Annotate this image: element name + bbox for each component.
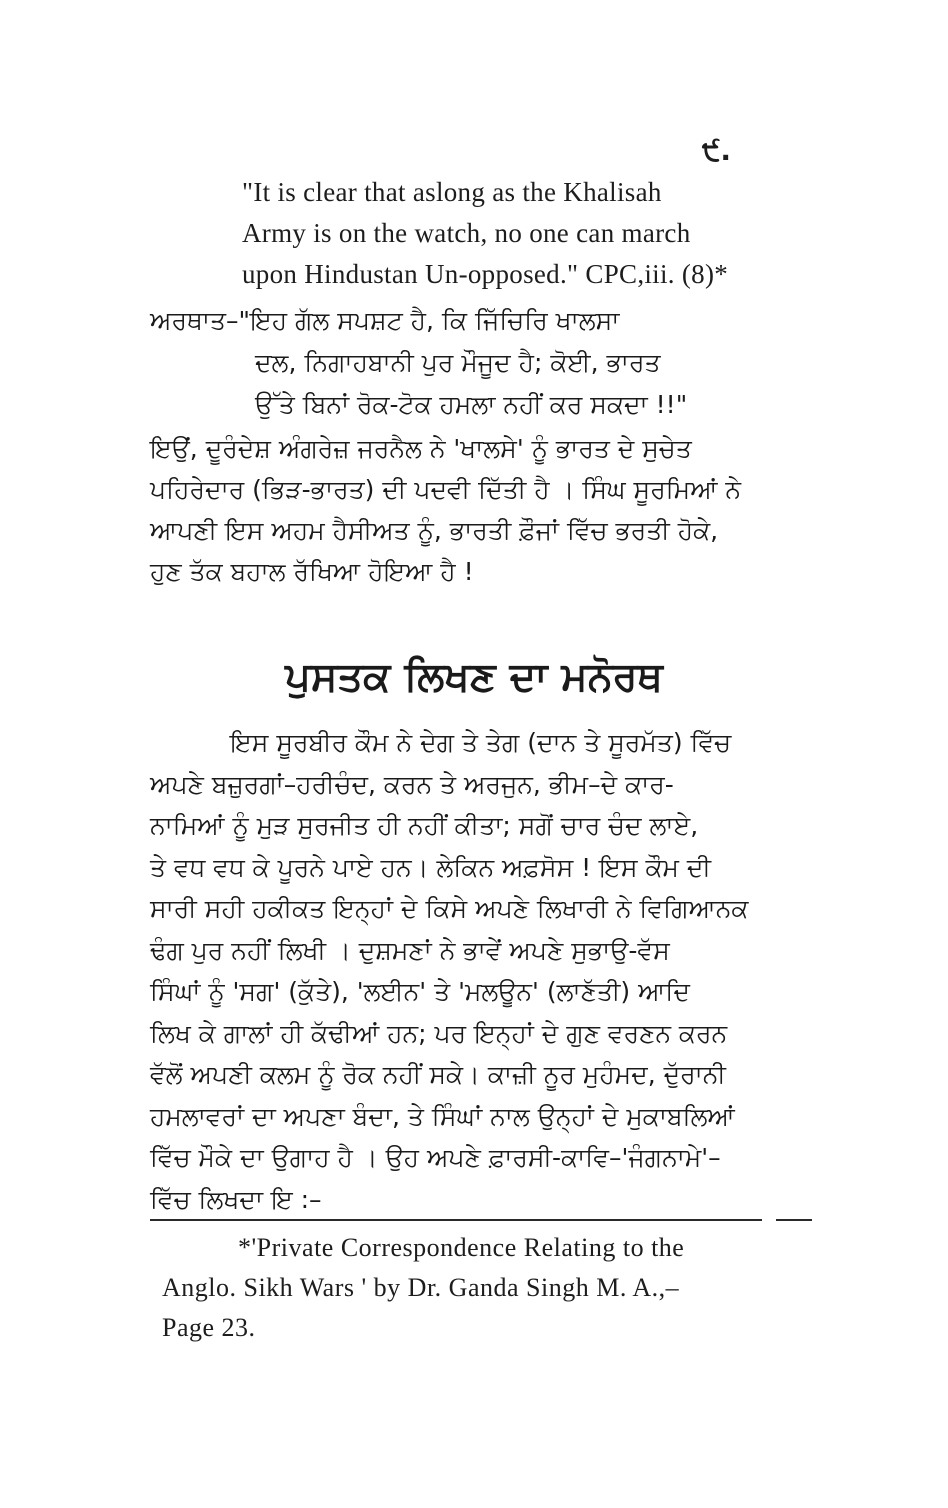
paragraph-commentary xyxy=(150,428,830,592)
paragraph-purpose xyxy=(150,722,830,1220)
footnote-line: *'Private Correspondence Relating to the xyxy=(238,1233,685,1262)
translation-line: ਦਲ, ਨਿਗਾਹਬਾਨੀ ਪੁਰ ਮੌਜੂਦ ਹੈ; ਕੋਈ, ਭਾਰਤ xyxy=(255,348,661,377)
footnote-divider xyxy=(150,1219,762,1221)
paragraph-line: ਵਿੱਚ ਮੌਕੇ ਦਾ ਉਗਾਹ ਹੈ । ਉਹ ਅਪਣੇ ਫ਼ਾਰਸੀ-ਕਾਵਿ–'ਜੰਗਨਾਮੇ'– xyxy=(150,1143,721,1172)
section-heading: ਪੁਸਤਕ ਲਿਖਣ ਦਾ ਮਨੋਰਥ xyxy=(285,654,663,700)
paragraph-line: ਇਸ ਸੂਰਬੀਰ ਕੌਮ ਨੇ ਦੇਗ ਤੇ ਤੇਗ (ਦਾਨ ਤੇ ਸੂਰਮੱਤ) ਵਿੱਚ xyxy=(230,728,732,757)
paragraph-line: ਪਹਿਰੇਦਾਰ (ਭਿੜ-ਭਾਰਤ) ਦੀ ਪਦਵੀ ਦਿੱਤੀ ਹੈ । ਸਿੰਘ ਸੂਰਮਿਆਂ ਨੇ xyxy=(150,475,742,504)
paragraph-line: ਨਾਮਿਆਂ ਨੂੰ ਮੁੜ ਸੁਰਜੀਤ ਹੀ ਨਹੀਂ ਕੀਤਾ; ਸਗੋਂ ਚਾਰ ਚੰਦ ਲਾਏ, xyxy=(150,811,699,840)
quote-line: upon Hindustan Un-opposed." CPC,iii. (8)* xyxy=(242,259,729,289)
footnote-line: Page 23. xyxy=(162,1313,256,1342)
paragraph-line: ਵਿੱਚ ਲਿਖਦਾ ਇ :– xyxy=(150,1184,322,1214)
paragraph-line: ਹਮਲਾਵਰਾਂ ਦਾ ਅਪਣਾ ਬੰਦਾ, ਤੇ ਸਿੰਘਾਂ ਨਾਲ ਉਨ੍ਹਾਂ ਦੇ ਮੁਕਾਬਲਿਆਂ xyxy=(150,1101,735,1131)
paragraph-line: ਅਪਣੇ ਬਜ਼ੁਰਗਾਂ–ਹਰੀਚੰਦ, ਕਰਨ ਤੇ ਅਰਜੁਨ, ਭੀਮ–ਦੇ ਕਾਰ- xyxy=(150,769,674,799)
paragraph-line: ਢੰਗ ਪੁਰ ਨਹੀਂ ਲਿਖੀ । ਦੁਸ਼ਮਣਾਂ ਨੇ ਭਾਵੇਂ ਅਪਣੇ ਸੁਭਾਉ-ਵੱਸ xyxy=(150,935,670,965)
paragraph-line: ਇਉਂ, ਦੂਰੰਦੇਸ਼ ਅੰਗਰੇਜ਼ ਜਰਨੈਲ ਨੇ 'ਖਾਲਸੇ' ਨੂੰ ਭਾਰਤ ਦੇ ਸੁਚੇਤ xyxy=(150,434,692,463)
paragraph-line: ਵੱਲੋਂ ਅਪਣੀ ਕਲਮ ਨੂੰ ਰੋਕ ਨਹੀਂ ਸਕੇ। ਕਾਜ਼ੀ ਨੂਰ ਮੁਹੰਮਦ, ਦੁੱਰਾਨੀ xyxy=(150,1060,726,1089)
footnote-line: Anglo. Sikh Wars ' by Dr. Ganda Singh M. A.,– xyxy=(162,1273,680,1302)
paragraph-line: ਲਿਖ ਕੇ ਗਾਲਾਂ ਹੀ ਕੱਢੀਆਂ ਹਨ; ਪਰ ਇਨ੍ਹਾਂ ਦੇ ਗੁਣ ਵਰਣਨ ਕਰਨ xyxy=(150,1018,728,1048)
translation-line: ਉੱਤੇ ਬਿਨਾਂ ਰੋਕ-ਟੋਕ ਹਮਲਾ ਨਹੀਂ ਕਰ ਸਕਦਾ !!" xyxy=(255,390,688,419)
footnote-divider-dash xyxy=(776,1219,812,1221)
paragraph-line: ਹੁਣ ਤੱਕ ਬਹਾਲ ਰੱਖਿਆ ਹੋਇਆ ਹੈ ! xyxy=(150,557,474,586)
paragraph-line: ਆਪਣੀ ਇਸ ਅਹਮ ਹੈਸੀਅਤ ਨੂੰ, ਭਾਰਤੀ ਫ਼ੌਜਾਂ ਵਿੱਚ ਭਰਤੀ ਹੋਕੇ, xyxy=(150,516,719,545)
quote-line: Army is on the watch, no one can march xyxy=(242,218,691,248)
page-number: ੯. xyxy=(702,134,731,167)
english-quote xyxy=(242,172,802,295)
translation-line: ਅਰਥਾਤ–"ਇਹ ਗੱਲ ਸਪਸ਼ਟ ਹੈ, ਕਿ ਜਿੱਚਿਰਿ ਖਾਲਸਾ xyxy=(150,306,620,335)
paragraph-line: ਸਾਰੀ ਸਹੀ ਹਕੀਕਤ ਇਨ੍ਹਾਂ ਦੇ ਕਿਸੇ ਅਪਣੇ ਲਿਖਾਰੀ ਨੇ ਵਿਗਿਆਨਕ xyxy=(150,894,749,923)
paragraph-line: ਤੇ ਵਧ ਵਧ ਕੇ ਪੂਰਨੇ ਪਾਏ ਹਨ। ਲੇਕਿਨ ਅਫ਼ਸੋਸ ! ਇਸ ਕੌਮ ਦੀ xyxy=(150,852,711,882)
paragraph-line: ਸਿੰਘਾਂ ਨੂੰ 'ਸਗ' (ਕੁੱਤੇ), 'ਲਈਨ' ਤੇ 'ਮਲਊਨ' (ਲਾਣੱਤੀ) ਆਦਿ xyxy=(150,977,690,1006)
quote-line: "It is clear that aslong as the Khalisah xyxy=(242,177,662,207)
footnote xyxy=(162,1228,812,1348)
